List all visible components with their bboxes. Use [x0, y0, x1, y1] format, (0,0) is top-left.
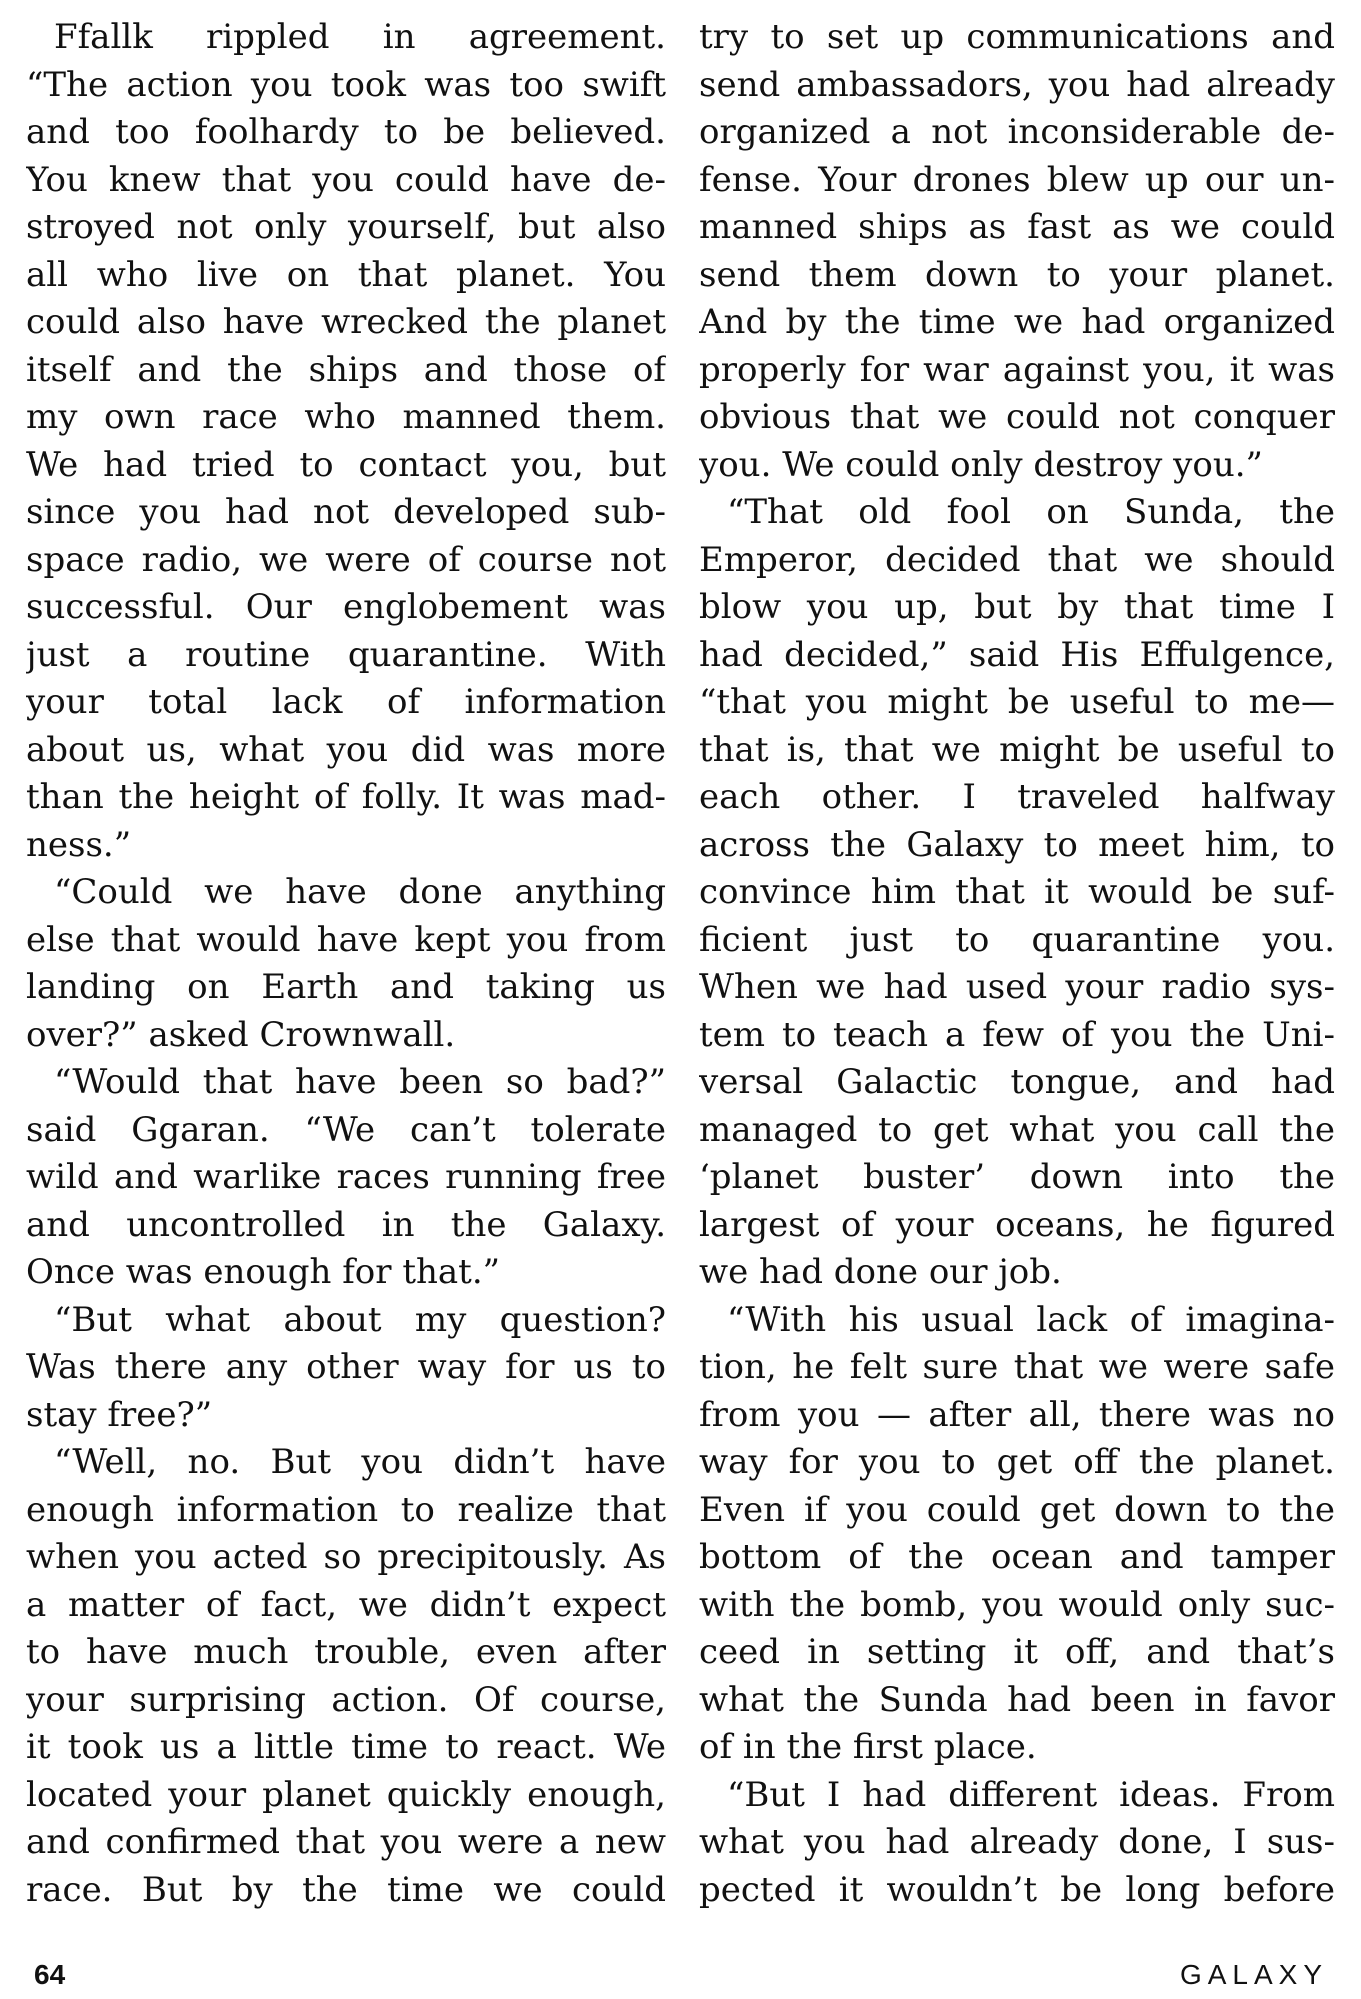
text-line: send them down to your planet.	[699, 254, 1335, 295]
text-line: “That old fool on Sunda, the	[727, 492, 1335, 532]
text-line: wild and warlike races running free	[26, 1157, 666, 1197]
paragraph	[26, 1059, 666, 1297]
text-line: And by the time we had organized	[699, 302, 1335, 342]
text-line: Emperor, decided that we should	[699, 539, 1335, 580]
text-line: manned ships as fast as we could	[699, 207, 1335, 247]
text-line: that is, that we might be useful to	[699, 729, 1335, 770]
text-line: and uncontrolled in the Galaxy.	[26, 1204, 666, 1245]
text-line: send ambassadors, you had already	[699, 64, 1335, 105]
text-line: and confirmed that you were a new	[26, 1822, 666, 1862]
text-line: to have much trouble, even after	[26, 1632, 666, 1672]
text-line: successful. Our englobement was	[26, 587, 666, 627]
text-line: versal Galactic tongue, and had	[699, 1062, 1335, 1102]
text-line: you. We could only destroy you.”	[699, 444, 1263, 485]
text-line: we had done our job.	[699, 1252, 1062, 1292]
text-line: of in the first place.	[699, 1727, 1037, 1767]
text-line: blow you up, but by that time I	[699, 587, 1335, 627]
right-column	[699, 14, 1335, 1914]
text-line: what the Sunda had been in favor	[699, 1679, 1335, 1720]
text-line: a matter of fact, we didn’t expect	[26, 1584, 666, 1625]
text-line: managed to get what you call the	[699, 1109, 1335, 1150]
text-line: We had tried to contact you, but	[26, 444, 666, 485]
text-line: landing on Earth and taking us	[26, 967, 666, 1007]
text-line: Even if you could get down to the	[699, 1489, 1335, 1530]
paragraph	[26, 1297, 666, 1440]
text-line: tion, he felt sure that we were safe	[699, 1347, 1335, 1387]
text-line: just a routine quarantine. With	[26, 634, 666, 675]
text-line: my own race who manned them.	[26, 397, 666, 437]
text-line: try to set up communications and	[699, 17, 1335, 57]
text-line: convince him that it would be suf-	[699, 872, 1335, 912]
text-line: about us, what you did was more	[26, 729, 666, 770]
text-line: Once was enough for that.”	[26, 1252, 501, 1292]
text-line: largest of your oceans, he figured	[699, 1204, 1335, 1245]
paragraph	[699, 1772, 1335, 1915]
text-line: Ffallk rippled in agreement.	[54, 17, 666, 57]
text-line: When we had used your radio sys-	[699, 967, 1335, 1007]
text-line: pected it wouldn’t be long before	[699, 1869, 1335, 1910]
text-line: ness.”	[26, 824, 132, 865]
text-line: itself and the ships and those of	[26, 349, 666, 390]
text-line: from you — after all, there was no	[699, 1394, 1335, 1435]
text-line: could also have wrecked the planet	[26, 302, 666, 342]
text-line: with the bomb, you would only suc-	[699, 1584, 1335, 1625]
page-number: 64	[34, 1959, 66, 1990]
text-line: ‘planet buster’ down into the	[699, 1157, 1335, 1197]
text-line: space radio, we were of course not	[26, 539, 666, 580]
text-line: You knew that you could have de-	[26, 159, 666, 200]
text-line: across the Galaxy to meet him, to	[699, 824, 1335, 865]
paragraph	[26, 14, 666, 869]
text-line: stroyed not only yourself, but also	[26, 207, 666, 247]
text-line: than the height of folly. It was mad-	[26, 777, 666, 817]
text-line: located your planet quickly enough,	[26, 1774, 666, 1815]
running-footer-title: GALAXY	[1179, 1959, 1328, 1990]
text-line: race. But by the time we could	[26, 1869, 666, 1910]
text-line: had decided,” said His Effulgence,	[699, 634, 1335, 675]
text-line: way for you to get off the planet.	[699, 1442, 1335, 1482]
text-line: and too foolhardy to be believed.	[26, 112, 666, 152]
text-line: “Could we have done anything	[54, 872, 666, 912]
text-line: “With his usual lack of imagina-	[727, 1299, 1335, 1340]
text-line: “that you might be useful to me—	[699, 682, 1335, 722]
text-line: tem to teach a few of you the Uni-	[699, 1014, 1335, 1055]
text-line: what you had already done, I sus-	[699, 1822, 1335, 1862]
paragraph	[699, 489, 1335, 1297]
paragraph	[26, 869, 666, 1059]
text-line: else that would have kept you from	[26, 919, 666, 960]
text-line: organized a not inconsiderable de-	[699, 112, 1335, 152]
left-column	[26, 14, 666, 1914]
text-line: bottom of the ocean and tamper	[699, 1537, 1335, 1577]
text-line: ficient just to quarantine you.	[699, 919, 1335, 960]
text-line: “Would that have been so bad?”	[54, 1062, 666, 1102]
text-line: ceed in setting it off, and that’s	[699, 1632, 1335, 1672]
text-line: enough information to realize that	[26, 1489, 666, 1530]
text-line: “But what about my question?	[54, 1299, 666, 1340]
text-line: said Ggaran. “We can’t tolerate	[26, 1109, 666, 1150]
text-line: obvious that we could not conquer	[699, 397, 1335, 437]
text-line: all who live on that planet. You	[26, 254, 666, 295]
paragraph	[26, 1439, 666, 1914]
text-line: properly for war against you, it was	[699, 349, 1335, 390]
text-line: stay free?”	[26, 1394, 213, 1435]
text-line: it took us a little time to react. We	[26, 1727, 666, 1767]
text-line: over?” asked Crownwall.	[26, 1014, 456, 1055]
text-line: each other. I traveled halfway	[699, 777, 1335, 817]
text-line: since you had not developed sub-	[26, 492, 666, 532]
text-line: when you acted so precipitously. As	[26, 1537, 666, 1577]
paragraph	[699, 1297, 1335, 1772]
paragraph	[699, 14, 1335, 489]
text-line: “Well, no. But you didn’t have	[54, 1442, 666, 1482]
text-line: “The action you took was too swift	[26, 64, 666, 105]
text-line: fense. Your drones blew up our un-	[699, 159, 1335, 200]
text-line: Was there any other way for us to	[26, 1347, 666, 1387]
text-line: “But I had different ideas. From	[727, 1774, 1335, 1815]
text-line: your total lack of information	[26, 682, 666, 722]
text-line: your surprising action. Of course,	[26, 1679, 666, 1720]
